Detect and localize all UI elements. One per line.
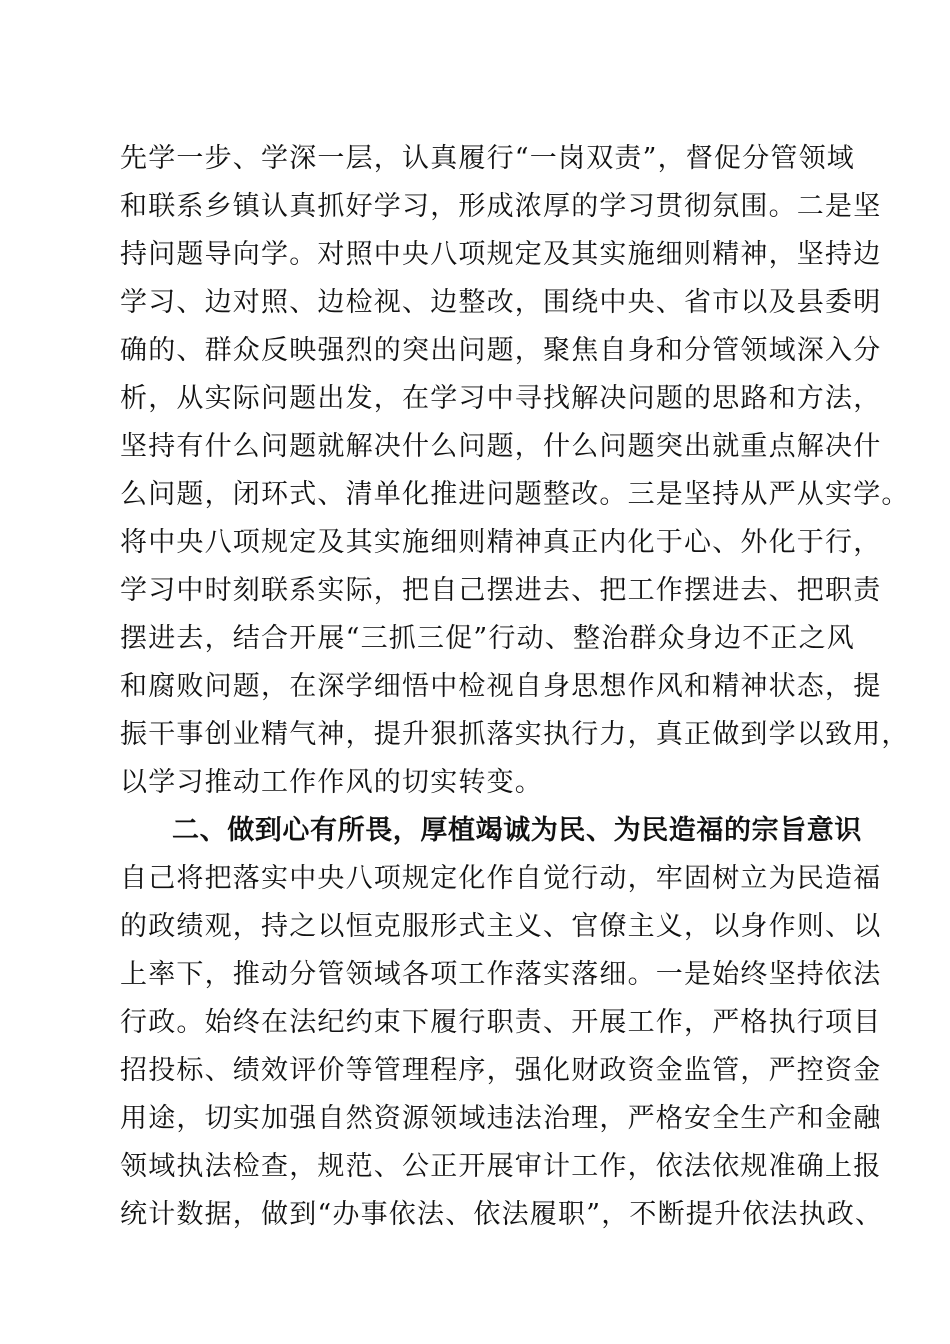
body-line: 上率下，推动分管领域各项工作落实落细。一是始终坚持依法 [120,959,882,990]
body-line: 和腐败问题，在深学细悟中检视自身思想作风和精神状态，提 [120,671,882,702]
body-line: 以学习推动工作作风的切实转变。 [120,767,543,798]
body-line: 招投标、绩效评价等管理程序，强化财政资金监管，严控资金 [120,1055,882,1086]
body-line: 持问题导向学。对照中央八项规定及其实施细则精神，坚持边 [120,239,882,270]
body-line: 么问题，闭环式、清单化推进问题整改。三是坚持从严从实学。 [120,479,910,510]
body-line: 坚持有什么问题就解决什么问题，什么问题突出就重点解决什 [120,431,882,462]
body-line: 行政。始终在法纪约束下履行职责、开展工作，严格执行项目 [120,1007,882,1038]
body-line: 自己将把落实中央八项规定化作自觉行动，牢固树立为民造福 [120,863,882,894]
body-line: 将中央八项规定及其实施细则精神真正内化于心、外化于行， [120,527,882,558]
body-line: 学习、边对照、边检视、边整改，围绕中央、省市以及县委明 [120,287,882,318]
body-line: 确的、群众反映强烈的突出问题，聚焦自身和分管领域深入分 [120,335,882,366]
body-line: 先学一步、学深一层，认真履行“一岗双责”，督促分管领域 [120,143,856,174]
body-line: 摆进去，结合开展“三抓三促”行动、整治群众身边不正之风 [120,623,856,654]
body-line: 振干事创业精气神，提升狠抓落实执行力，真正做到学以致用， [120,719,910,750]
body-line: 统计数据，做到“办事依法、依法履职”，不断提升依法执政、 [120,1199,884,1230]
body-line: 用途，切实加强自然资源领域违法治理，严格安全生产和金融 [120,1103,882,1134]
section-heading: 二、做到心有所畏，厚植竭诚为民、为民造福的宗旨意识 [172,815,862,846]
body-line: 和联系乡镇认真抓好学习，形成浓厚的学习贯彻氛围。二是坚 [120,191,882,222]
body-line: 领域执法检查，规范、公正开展审计工作，依法依规准确上报 [120,1151,882,1182]
body-line: 析，从实际问题出发，在学习中寻找解决问题的思路和方法， [120,383,882,414]
body-line: 学习中时刻联系实际，把自己摆进去、把工作摆进去、把职责 [120,575,882,606]
body-line: 的政绩观，持之以恒克服形式主义、官僚主义，以身作则、以 [120,911,882,942]
